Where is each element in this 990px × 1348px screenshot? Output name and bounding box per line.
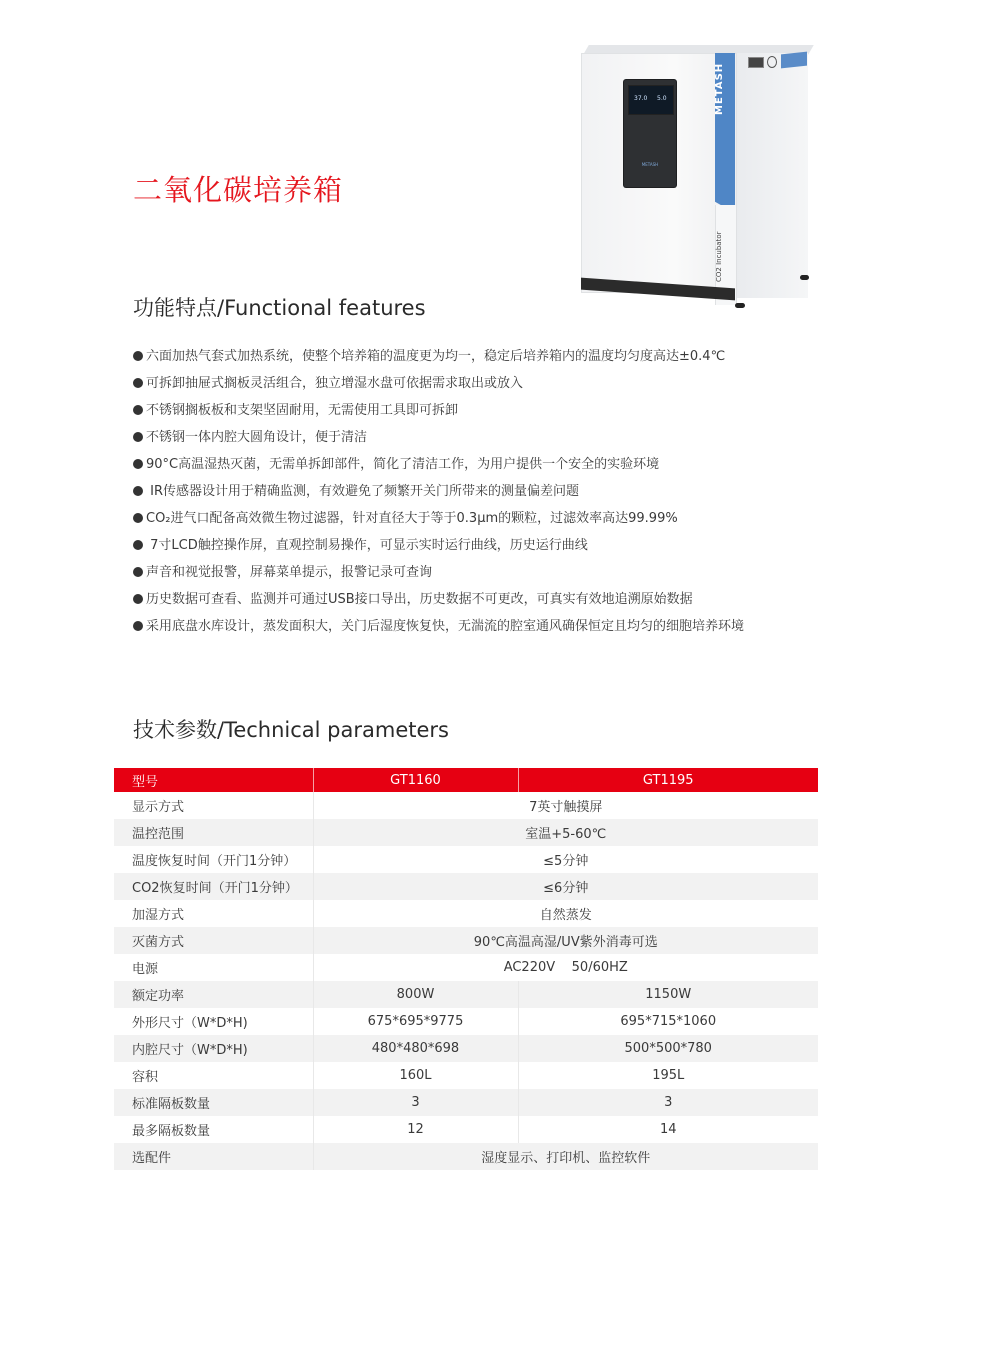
table-row: [114, 873, 818, 900]
row-label: CO2恢复时间（开门1分钟）: [114, 873, 313, 900]
bullet-icon: [133, 513, 143, 523]
row-value: AC220V 50/60HZ: [313, 954, 818, 981]
screen-temperature-value: 37.0: [634, 95, 648, 102]
row-label: 内腔尺寸（W*D*H): [114, 1035, 313, 1062]
table-row: [114, 1143, 818, 1170]
cabinet-foot: [800, 275, 809, 280]
table-row: [114, 981, 818, 1008]
table-row: [114, 927, 818, 954]
bullet-icon: [133, 594, 143, 604]
row-label: 温度恢复时间（开门1分钟）: [132, 854, 297, 869]
row-label: 最多隔板数量: [132, 1124, 211, 1139]
table-row: [114, 1116, 818, 1143]
feature-item: 90°C高温湿热灭菌，无需单拆卸部件，简化了清洁工作，为用户提供一个安全的实验环境: [133, 455, 744, 482]
row-value-gt1195: 14: [518, 1116, 818, 1143]
bullet-icon: [133, 351, 143, 361]
usb-port-icon: [748, 57, 764, 68]
row-label: 外形尺寸（W*D*H): [132, 1016, 248, 1031]
bullet-icon: [133, 621, 143, 631]
feature-item: 不锈钢一体内腔大圆角设计，便于清洁: [133, 428, 744, 455]
row-label: 显示方式: [132, 800, 185, 815]
row-value-gt1160: 675*695*9775: [313, 1008, 518, 1035]
header-model: 型号: [114, 768, 313, 792]
power-knob-icon: [767, 56, 777, 68]
feature-item: 声音和视觉报警，屏幕菜单提示，报警记录可查询: [133, 563, 744, 590]
row-value: 90℃高温高湿/UV紫外消毒可选: [313, 927, 818, 954]
row-value-gt1160: 480*480*698: [313, 1035, 518, 1062]
table-header-row: [114, 768, 818, 792]
row-value-gt1160: 800W: [313, 981, 518, 1008]
row-value: 湿度显示、打印机、监控软件: [313, 1143, 818, 1170]
cabinet-side: [735, 53, 808, 298]
product-image-co2-incubator: [575, 45, 825, 320]
row-value-gt1160: 160L: [313, 1062, 518, 1089]
row-label: 容积: [132, 1070, 159, 1085]
row-value: 室温+5-60℃: [313, 819, 818, 846]
row-value-gt1195: 1150W: [518, 981, 818, 1008]
bullet-icon: [133, 486, 143, 496]
lcd-screen: [628, 85, 674, 115]
feature-item: 7寸LCD触控操作屏，直观控制易操作，可显示实时运行曲线，历史运行曲线: [133, 536, 744, 563]
feature-item: 历史数据可查看、监测并可通过USB接口导出，历史数据不可更改，可真实有效地追溯原始数据: [133, 590, 744, 617]
row-label: 温控范围: [114, 819, 313, 846]
product-title: 二氧化碳培养箱: [133, 173, 344, 207]
row-value: 7英寸触摸屏: [313, 792, 818, 819]
row-value: ≤5分钟: [313, 846, 818, 873]
row-value: ≤6分钟: [313, 873, 818, 900]
row-value-gt1160: 12: [313, 1116, 518, 1143]
table-row: [114, 954, 818, 981]
table-row: [114, 792, 818, 819]
header-gt1195: GT1195: [518, 768, 818, 792]
row-label: 灭菌方式: [114, 927, 313, 954]
feature-item: 六面加热气套式加热系统，使整个培养箱的温度更为均一，稳定后培养箱内的温度均匀度高达±0.4℃: [133, 347, 744, 374]
row-value: 自然蒸发: [313, 900, 818, 927]
control-panel: [624, 80, 676, 187]
screen-co2-value: 5.0: [657, 95, 667, 102]
bullet-icon: [133, 567, 143, 577]
table-row: [114, 1062, 818, 1089]
bullet-icon: [133, 432, 143, 442]
row-label: 标准隔板数量: [114, 1089, 313, 1116]
feature-item: 采用底盘水库设计，蒸发面积大，关门后湿度恢复快，无湍流的腔室通风确保恒定且均匀的细胞培养环境: [133, 617, 744, 644]
feature-item: CO₂进气口配备高效微生物过滤器，针对直径大于等于0.3μm的颗粒，过滤效率高达99.99%: [133, 509, 744, 536]
row-value-gt1195: 3: [518, 1089, 818, 1116]
row-value-gt1195: 195L: [518, 1062, 818, 1089]
row-label: 加湿方式: [132, 908, 185, 923]
features-heading: 功能特点/Functional features: [133, 296, 426, 320]
table-row: [114, 1035, 818, 1062]
feature-list: [133, 347, 744, 644]
bullet-icon: [133, 378, 143, 388]
table-row: [114, 1089, 818, 1116]
table-row: [114, 900, 818, 927]
feature-item: IR传感器设计用于精确监测，有效避免了频繁开关门所带来的测量偏差问题: [133, 482, 744, 509]
table-row: [114, 1008, 818, 1035]
row-value-gt1195: 500*500*780: [518, 1035, 818, 1062]
row-label: 电源: [132, 962, 159, 977]
bullet-icon: [133, 459, 143, 469]
row-value-gt1195: 695*715*1060: [518, 1008, 818, 1035]
header-gt1160: GT1160: [313, 768, 518, 792]
bullet-icon: [133, 540, 143, 550]
row-label: 额定功率: [114, 981, 313, 1008]
row-value-gt1160: 3: [313, 1089, 518, 1116]
cabinet-foot: [735, 303, 745, 308]
feature-item: 不锈钢搁板板和支架坚固耐用，无需使用工具即可拆卸: [133, 401, 744, 428]
product-side-label: CO2 Incubator: [715, 231, 723, 283]
panel-logo: METASH: [641, 162, 659, 167]
parameters-heading: 技术参数/Technical parameters: [133, 718, 449, 742]
table-row: [114, 846, 818, 873]
row-label: 选配件: [114, 1143, 313, 1170]
bullet-icon: [133, 405, 143, 415]
cabinet-side-label: [781, 52, 807, 69]
brand-logo: METASH: [714, 62, 725, 116]
feature-item: 可拆卸抽屉式搁板灵活组合，独立增湿水盘可依据需求取出或放入: [133, 374, 744, 401]
spec-table: [114, 768, 818, 1170]
table-row: [114, 819, 818, 846]
